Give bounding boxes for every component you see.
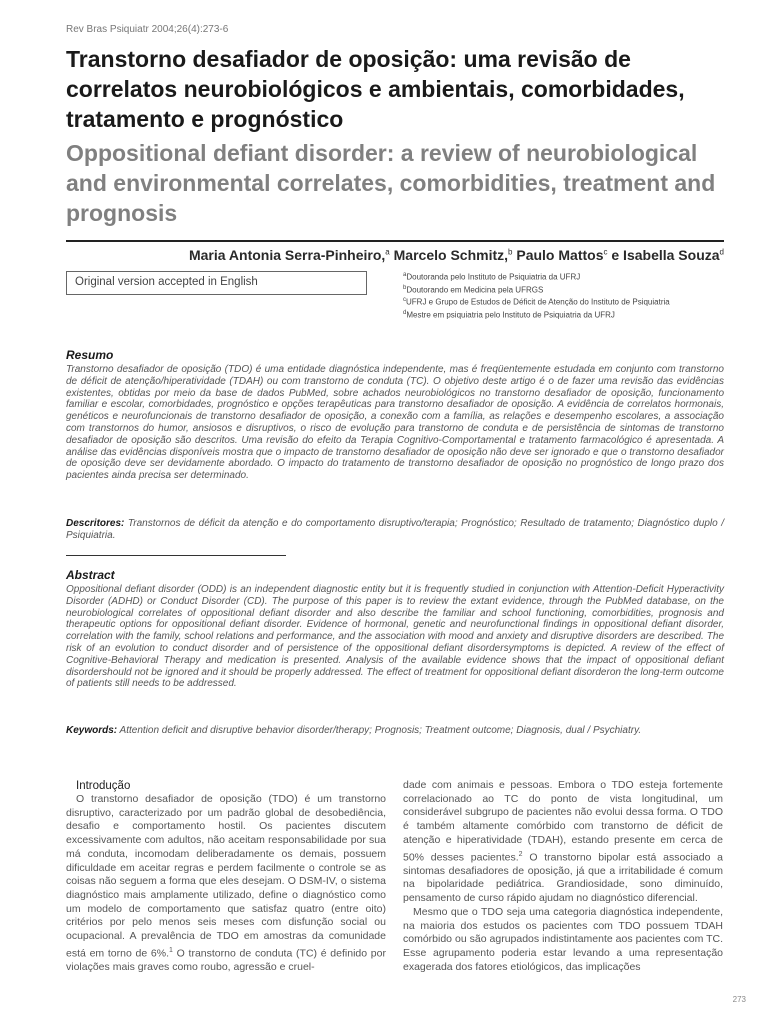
keywords-text: Attention deficit and disruptive behavior disorder/therapy; Prognosis; Treatment outcome; Diagnosis, dual / Psychiatry. <box>119 725 642 736</box>
affiliation-item: $^a$Doutoranda pelo Instituto de Psiquiatria da UFRJ <box>403 272 581 282</box>
section-divider <box>66 555 286 556</box>
author-list <box>189 247 724 263</box>
keywords-label: Keywords: <box>66 725 118 736</box>
keywords-label: Descritores: <box>66 518 125 529</box>
abstract-heading: Abstract <box>66 568 115 582</box>
title-english: Oppositional defiant disorder: a review of neurobiological and environmental correlates, comorbidities, treatment and prognosis <box>66 140 716 226</box>
title-divider <box>66 240 724 242</box>
author-mark: b <box>508 247 513 257</box>
body-paragraph: Mesmo que o TDO seja uma categoria diagnóstica independente, na maioria dos estudos os pacientes com TDO possuem TDAH comórbido ou são agrupados indistintamente aos pacientes com TC. Esse agrupamento poderia estar levando a uma representação exagerada dos fatores etiológicos, das implicações <box>403 905 723 973</box>
author-mark: a <box>385 247 390 257</box>
affiliation-item: $^c$UFRJ e Grupo de Estudos de Déficit de Atenção do Instituto de Psiquiatria <box>403 297 670 307</box>
journal-citation: Rev Bras Psiquiatr 2004;26(4):273-6 <box>66 24 229 35</box>
author-name: Paulo Mattos <box>512 247 604 263</box>
citation-ref: 2 <box>518 850 523 858</box>
page-number: 273 <box>732 995 746 1004</box>
keywords-text: Transtornos de déficit da atenção e do comportamento disruptivo/terapia; Prognóstico; Resultado de tratamento; Diagnóstico duplo / Psiquiatria. <box>66 518 724 541</box>
author-mark: c <box>603 247 608 257</box>
resumo-heading: Resumo <box>66 348 114 362</box>
abstract-text: Oppositional defiant disorder (ODD) is an independent diagnostic entity but it is frequently studied in conjunction with Attention-Deficit Hyperactivity Disorder (ADHD) or Conduct Disorder (CD). The purpose of this paper is to review the extant evidence, through the PubMed database, on the neurobiological correlates of oppositional defiant disorder and also describe the familiar and school functioning, comorbidities, prognosis and therapeutic options for oppositional defiant disorder. Evidence of hormonal, genetic and neurofunctional findings in oppositional defiant disorder, correlation with the family, school relations and performance, and the association with mood and anxiety and disruptive disorders are described. The risk of an evolution to conduct disorder and of persistence of the oppositional defiant disordersymptoms is depicted. A review of the effect of Cognitive-Behavioral Therapy and medication is presented. Analysis of the available evidence shows that the impact of oppositional defiant disordershould not be ignored and it should be properly addressed. The effect of treatment for oppositional defiant disorderon the long-term outcome of patients still needs to be addressed. <box>66 584 724 690</box>
affiliation-item: $^d$Mestre em psiquiatria pelo Instituto de Psiquiatria da UFRJ <box>403 309 615 320</box>
author-name: Maria Antonia Serra-Pinheiro, <box>188 247 386 263</box>
intro-paragraph: O transtorno desafiador de oposição (TDO) é um transtorno disruptivo, caracterizado por um padrão global de desobediência, desafio e comportamento hostil. Os pacientes discutem excessivamente com adultos, não aceitam responsabilidade por sua má conduta, incomodam deliberadamente os demais, possuem dificuldade em aceitar regras e perdem facilmente o controle se as coisas não seguem a forma que eles desejam. O DSM-IV, o sistema diagnóstico mais amplamente utilizado, define o diagnóstico como um modelo de comportamento que satisfaz quatro (entre oito) critérios por pelo menos seis meses com disfunção social ou ocupacional. A prevalência de TDO em amostras da comunidade está em torno de 6%.$^1$ O transtorno de conduta (TC) é definido por violações mais graves como roubo, agressão e cruel- <box>66 793 386 973</box>
affiliations <box>403 270 670 321</box>
resumo-keywords <box>66 518 724 542</box>
author-mark: d <box>719 247 724 257</box>
affiliation-item: $^b$Doutorando em Medicina pela UFRGS <box>403 284 544 295</box>
intro-heading: Introdução <box>76 780 131 792</box>
resumo-text: Transtorno desafiador de oposição (TDO) é uma entidade diagnóstica independente, mas é freqüentemente estudada em conjunto com transtorno de déficit de atenção/hiperatividade (TDAH) ou com transtorno de conduta (TC). O objetivo deste artigo é o de fazer uma revisão das evidências existentes, obtidas por meio da base de dados PubMed, sobre achados neurobiológicos no transtorno desafiador de oposição, funcionamento familiar e escolar, comorbidades, prognóstico e opções terapêuticas para transtorno desafiador de oposição. A evidência de correlatos hormonais, genéticos e neurofuncionais de transtorno desafiador de oposição, a conexão com a família, as relações e desempenho escolares, a associação com transtornos do humor, ansiosos e disruptivos, o risco de evolução para transtorno de conduta e de persistência de sintomas de transtorno desafiador de oposição são descritos. Uma revisão do efeito da Terapia Cognitivo-Comportamental e tratamento farmacológico é apresentada. A análise das evidências disponíveis mostra que o impacto de transtorno desafiador de oposição não deve ser ignorado e que o transtorno desafiador de oposição deve ser devidamente abordado. O impacto do tratamento de transtorno desafiador de oposição no prognóstico de longo prazo dos pacientes ainda precisa ser determinado. <box>66 364 724 482</box>
abstract-keywords <box>66 725 724 737</box>
body-column-left <box>66 779 386 975</box>
author-name: Marcelo Schmitz, <box>389 247 509 263</box>
title-portuguese: Transtorno desafiador de oposição: uma revisão de correlatos neurobiológicos e ambientais, comorbidades, tratamento e prognóstico <box>66 46 685 132</box>
body-paragraph: dade com animais e pessoas. Embora o TDO esteja fortemente correlacionado ao TC do ponto de vista longitudinal, um considerável subgrupo de pacientes não evolui dessa forma. O TDO é também altamente comórbido com transtorno de déficit de atenção e hiperatividade (TDAH), estando presente em cerca de 50% desses pacientes.$^2$ O transtorno bipolar está associado a sintomas desafiadores de oposição, já que a irritabilidade é comum na bipolaridade pediátrica. Grandiosidade, sono diminuído, pensamento de curso rápido ajudam no diagnóstico diferencial. <box>403 779 723 905</box>
author-name: e Isabella Souza <box>607 247 720 263</box>
body-column-right <box>403 779 723 974</box>
original-version-box: Original version accepted in English <box>66 271 367 295</box>
citation-ref: 1 <box>169 946 173 954</box>
